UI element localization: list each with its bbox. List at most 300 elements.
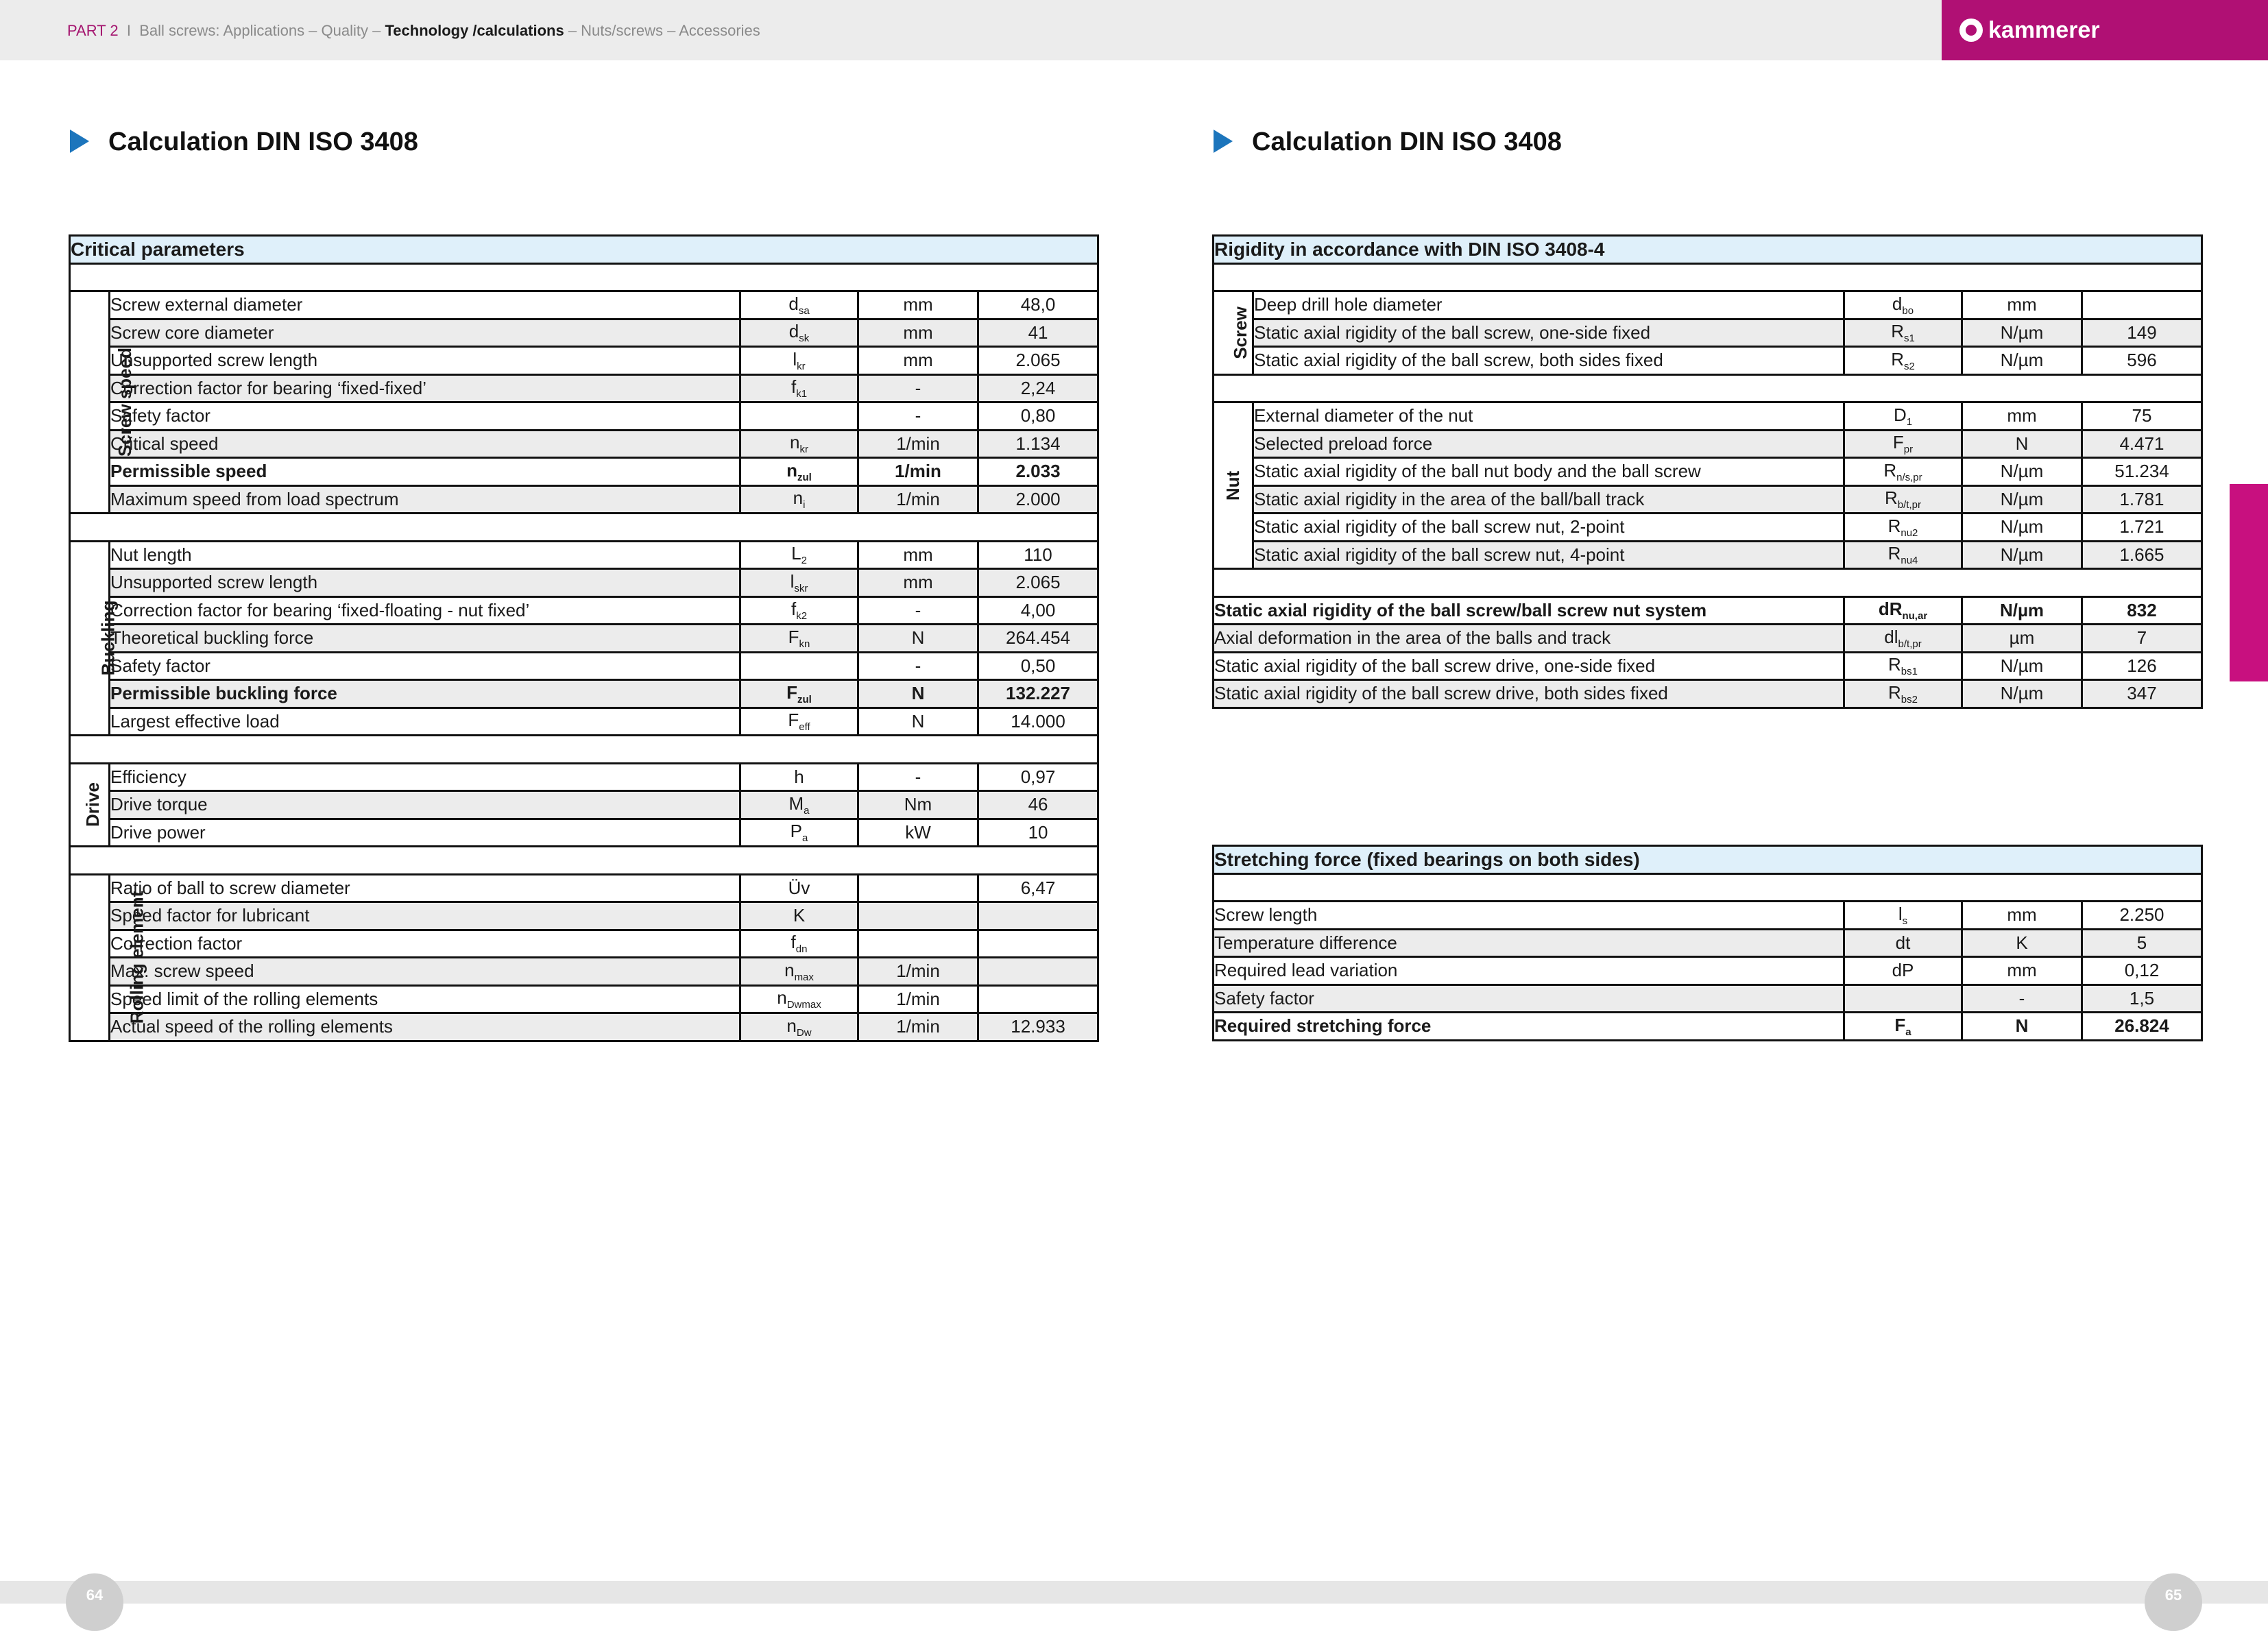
row-value: 7 <box>2082 625 2202 653</box>
row-label: Screw external diameter <box>110 291 740 319</box>
row-symbol <box>740 652 858 680</box>
row-value: 2.250 <box>2082 902 2202 930</box>
table-row <box>70 791 1098 819</box>
row-symbol: $f_{k1}$ <box>740 374 858 402</box>
table-row <box>70 763 1098 791</box>
row-unit: - <box>858 763 978 791</box>
table-row <box>70 819 1098 847</box>
table-row <box>1214 291 2202 319</box>
spacer-row <box>1214 873 2202 902</box>
symbol-subscript: zul <box>797 693 812 705</box>
row-value: 14.000 <box>978 708 1098 736</box>
table-row <box>70 958 1098 986</box>
row-unit: - <box>858 374 978 402</box>
table-row <box>1214 458 2202 486</box>
spacer-cell <box>1214 263 2202 291</box>
row-unit: K <box>1962 929 2082 957</box>
group-label <box>70 874 147 1041</box>
row-value: 0,97 <box>978 763 1098 791</box>
table-row <box>1214 430 2202 458</box>
symbol-subscript: nu4 <box>1901 555 1918 567</box>
symbol-subscript: 2 <box>801 555 807 567</box>
row-symbol: $n_i$ <box>740 485 858 514</box>
row-symbol: $d_{sa}$ <box>740 291 858 319</box>
table-row <box>1214 541 2202 569</box>
table-row <box>70 347 1098 375</box>
row-unit: mm <box>1962 902 2082 930</box>
symbol-subscript: Dw <box>796 1026 812 1039</box>
table-row <box>70 874 1098 902</box>
row-value: 4.471 <box>2082 430 2202 458</box>
table-row <box>70 902 1098 930</box>
brand-logo <box>1942 0 2268 60</box>
row-symbol: $R_{nu4}$ <box>1844 541 1962 569</box>
row-value <box>978 902 1098 930</box>
symbol-subscript: Dwmax <box>786 999 821 1011</box>
row-label: Static axial rigidity of the ball screw/ball screw nut system <box>1214 596 1844 625</box>
symbol-subscript: nu2 <box>1901 527 1918 539</box>
symbol-subscript: nu,ar <box>1902 610 1928 623</box>
row-unit: - <box>1962 984 2082 1013</box>
row-symbol: dt <box>1844 929 1962 957</box>
table-title: Rigidity in accordance with DIN ISO 3408-4 <box>1214 236 2202 264</box>
table-row <box>70 374 1098 402</box>
row-label: External diameter of the nut <box>1253 402 1844 431</box>
spacer-row <box>1214 263 2202 291</box>
row-value: 10 <box>978 819 1098 847</box>
symbol-subscript: n/s,pr <box>1896 471 1922 483</box>
group-label <box>70 763 110 847</box>
row-symbol: $l_s$ <box>1844 902 1962 930</box>
spacer-cell <box>1214 873 2202 902</box>
row-label: Static axial rigidity of the ball screw nut, 4-point <box>1253 541 1844 569</box>
spacer-row <box>1214 569 2202 597</box>
symbol-subscript: b/t,pr <box>1898 638 1922 650</box>
row-label: Static axial rigidity of the ball screw, one-side fixed <box>1253 319 1844 347</box>
row-value: 110 <box>978 541 1098 569</box>
row-unit: 1/min <box>858 430 978 458</box>
row-label: Speed limit of the rolling elements <box>110 985 740 1013</box>
breadcrumb-part: PART 2 <box>67 22 119 39</box>
row-unit: N/µm <box>1962 652 2082 680</box>
row-value: 46 <box>978 791 1098 819</box>
row-value: 26.824 <box>2082 1013 2202 1041</box>
spacer-row <box>70 514 1098 542</box>
table-row <box>1214 347 2202 375</box>
critical-parameters-table <box>69 234 1099 1042</box>
row-symbol: $R_{n/s,pr}$ <box>1844 458 1962 486</box>
row-symbol: $F_a$ <box>1844 1013 1962 1041</box>
table-row <box>70 985 1098 1013</box>
table-row <box>70 596 1098 625</box>
row-value: 132.227 <box>978 680 1098 708</box>
row-unit: N/µm <box>1962 319 2082 347</box>
row-value: 1.134 <box>978 430 1098 458</box>
row-label: Permissible buckling force <box>110 680 740 708</box>
symbol-subscript: 1 <box>1906 415 1913 428</box>
row-unit: N/µm <box>1962 485 2082 514</box>
row-label: Correction factor <box>110 930 740 958</box>
row-unit: mm <box>858 319 978 347</box>
row-value: 2,24 <box>978 374 1098 402</box>
row-label: Required stretching force <box>1214 1013 1844 1041</box>
row-label: Static axial rigidity of the ball screw drive, both sides fixed <box>1214 680 1844 708</box>
row-symbol: $n_{kr}$ <box>740 430 858 458</box>
symbol-subscript: a <box>804 804 810 817</box>
row-label: Unsupported screw length <box>110 569 740 597</box>
group-label <box>70 541 119 736</box>
table-row <box>70 319 1098 347</box>
table-header-row <box>70 236 1098 264</box>
row-symbol: $P_a$ <box>740 819 858 847</box>
row-value: 2.000 <box>978 485 1098 514</box>
spacer-row <box>70 847 1098 875</box>
triangle-arrow-icon <box>70 130 89 153</box>
row-symbol: $R_{nu2}$ <box>1844 514 1962 542</box>
chapter-tab <box>2230 484 2268 681</box>
row-unit: mm <box>858 569 978 597</box>
logo-text: kammerer <box>1988 16 2100 43</box>
spacer-cell <box>70 514 1098 542</box>
group-label <box>70 291 135 514</box>
row-unit <box>858 874 978 902</box>
table-row <box>1214 402 2202 431</box>
row-value: 48,0 <box>978 291 1098 319</box>
row-value: 347 <box>2082 680 2202 708</box>
table-row <box>1214 596 2202 625</box>
group-label <box>1214 291 1253 375</box>
symbol-subscript: b/t,pr <box>1897 499 1921 511</box>
row-label: Static axial rigidity of the ball screw nut, 2-point <box>1253 514 1844 542</box>
row-symbol: Üv <box>740 874 858 902</box>
row-unit: - <box>858 652 978 680</box>
symbol-subscript: skr <box>794 582 808 594</box>
table-row <box>70 402 1098 431</box>
breadcrumb-current: Technology /calculations <box>385 22 564 39</box>
table-row <box>1214 957 2202 985</box>
stretching-force-table <box>1212 845 2203 1041</box>
page-footer <box>0 1581 2268 1604</box>
row-value: 1.665 <box>2082 541 2202 569</box>
row-unit: mm <box>858 347 978 375</box>
row-unit: - <box>858 402 978 431</box>
group-label-text: Screw <box>1229 306 1251 359</box>
row-label: Speed factor for lubricant <box>110 902 740 930</box>
row-label: Static axial rigidity of the ball screw drive, one-side fixed <box>1214 652 1844 680</box>
table-row <box>70 1013 1098 1041</box>
symbol-subscript: a <box>1905 1026 1911 1038</box>
row-unit: N <box>858 680 978 708</box>
symbol-subscript: kr <box>797 360 806 372</box>
row-label: Safety factor <box>110 652 740 680</box>
symbol-subscript: bs2 <box>1901 693 1918 705</box>
row-label: Static axial rigidity of the ball nut body and the ball screw <box>1253 458 1844 486</box>
table-row <box>70 541 1098 569</box>
row-value: 2.065 <box>978 347 1098 375</box>
symbol-subscript: s1 <box>1903 333 1915 345</box>
symbol-subscript: s2 <box>1903 360 1915 372</box>
symbol-subscript: i <box>803 499 806 511</box>
row-label: Screw length <box>1214 902 1844 930</box>
row-value: 0,12 <box>2082 957 2202 985</box>
row-label: Unsupported screw length <box>110 347 740 375</box>
table-row <box>1214 984 2202 1013</box>
symbol-subscript: bs1 <box>1901 666 1918 678</box>
row-unit: N <box>858 625 978 653</box>
row-unit: N/µm <box>1962 596 2082 625</box>
table-title: Critical parameters <box>70 236 1098 264</box>
spacer-cell <box>70 847 1098 875</box>
row-label: Correction factor for bearing ‘fixed-fixed’ <box>110 374 740 402</box>
row-label: Selected preload force <box>1253 430 1844 458</box>
table-row <box>70 569 1098 597</box>
row-label: Ratio of ball to screw diameter <box>110 874 740 902</box>
row-value: 149 <box>2082 319 2202 347</box>
row-label: Safety factor <box>1214 984 1844 1013</box>
row-unit: N/µm <box>1962 541 2082 569</box>
symbol-subscript: s <box>1902 915 1908 927</box>
row-symbol: $F_{eff}$ <box>740 708 858 736</box>
spacer-cell <box>1214 374 2202 402</box>
row-unit <box>858 930 978 958</box>
row-label: Largest effective load <box>110 708 740 736</box>
row-value: 1,5 <box>2082 984 2202 1013</box>
table-row <box>70 652 1098 680</box>
left-page-title <box>70 128 418 157</box>
page-number-right: 65 <box>2145 1573 2202 1631</box>
row-label: Temperature difference <box>1214 929 1844 957</box>
row-symbol: $R_{bs1}$ <box>1844 652 1962 680</box>
row-label: Screw core diameter <box>110 319 740 347</box>
row-label: Drive torque <box>110 791 740 819</box>
row-unit: mm <box>858 541 978 569</box>
row-value: 75 <box>2082 402 2202 431</box>
symbol-subscript: sa <box>798 304 810 317</box>
row-symbol: $R_{s1}$ <box>1844 319 1962 347</box>
table-row <box>1214 485 2202 514</box>
row-symbol: $l_{kr}$ <box>740 347 858 375</box>
row-label: Safety factor <box>110 402 740 431</box>
spacer-cell <box>70 263 1098 291</box>
spacer-cell <box>1214 569 2202 597</box>
row-symbol: K <box>740 902 858 930</box>
row-value: 41 <box>978 319 1098 347</box>
row-label: Permissible speed <box>110 458 740 486</box>
table-row <box>70 680 1098 708</box>
symbol-subscript: zul <box>797 471 812 483</box>
row-value <box>978 958 1098 986</box>
row-symbol: $n_{Dwmax}$ <box>740 985 858 1013</box>
row-symbol <box>1844 984 1962 1013</box>
table-row <box>1214 319 2202 347</box>
breadcrumb-before: Ball screws: Applications – Quality – <box>139 22 381 39</box>
table-row <box>70 291 1098 319</box>
row-label: Actual speed of the rolling elements <box>110 1013 740 1041</box>
symbol-subscript: kr <box>799 444 808 456</box>
row-symbol: $d_{bo}$ <box>1844 291 1962 319</box>
row-unit: N/µm <box>1962 680 2082 708</box>
table-row <box>1214 514 2202 542</box>
row-value: 264.454 <box>978 625 1098 653</box>
row-unit: - <box>858 596 978 625</box>
page-number-left: 64 <box>66 1573 123 1631</box>
symbol-subscript: max <box>794 971 814 983</box>
row-value <box>978 930 1098 958</box>
symbol-subscript: pr <box>1903 444 1914 456</box>
table-row <box>1214 625 2202 653</box>
group-label-text: Rolling element <box>126 891 147 1024</box>
row-unit: kW <box>858 819 978 847</box>
row-value: 5 <box>2082 929 2202 957</box>
table-row <box>70 930 1098 958</box>
table-row <box>70 485 1098 514</box>
row-unit: mm <box>858 291 978 319</box>
spacer-row <box>1214 374 2202 402</box>
right-title-text: Calculation DIN ISO 3408 <box>1252 128 1562 156</box>
row-unit: N <box>858 708 978 736</box>
row-symbol: $F_{zul}$ <box>740 680 858 708</box>
row-value: 1.781 <box>2082 485 2202 514</box>
row-symbol: $R_{b/t,pr}$ <box>1844 485 1962 514</box>
row-unit <box>858 902 978 930</box>
breadcrumb <box>67 22 760 40</box>
row-unit: N <box>1962 430 2082 458</box>
logo-icon <box>1959 19 1983 42</box>
row-label: Static axial rigidity of the ball screw, both sides fixed <box>1253 347 1844 375</box>
breadcrumb-after: – Nuts/screws – Accessories <box>568 22 760 39</box>
symbol-subscript: k1 <box>796 388 808 400</box>
spacer-row <box>70 263 1098 291</box>
row-symbol: $F_{pr}$ <box>1844 430 1962 458</box>
symbol-subscript: k2 <box>796 610 808 623</box>
row-symbol: $dl_{b/t,pr}$ <box>1844 625 1962 653</box>
spacer-row <box>70 736 1098 764</box>
row-unit: 1/min <box>858 958 978 986</box>
table-row <box>1214 652 2202 680</box>
row-symbol: h <box>740 763 858 791</box>
row-symbol: $n_{max}$ <box>740 958 858 986</box>
row-symbol: $n_{zul}$ <box>740 458 858 486</box>
row-symbol: $l_{skr}$ <box>740 569 858 597</box>
triangle-arrow-icon <box>1214 130 1233 153</box>
right-page-title <box>1214 128 1562 157</box>
rigidity-table <box>1212 234 2203 709</box>
symbol-subscript: sk <box>799 333 810 345</box>
row-label: Max. screw speed <box>110 958 740 986</box>
row-value: 2.033 <box>978 458 1098 486</box>
row-unit: mm <box>1962 291 2082 319</box>
row-label: Maximum speed from load spectrum <box>110 485 740 514</box>
row-unit: mm <box>1962 957 2082 985</box>
row-label: Efficiency <box>110 763 740 791</box>
row-label: Nut length <box>110 541 740 569</box>
row-value: 6,47 <box>978 874 1098 902</box>
row-value: 12.933 <box>978 1013 1098 1041</box>
row-value <box>2082 291 2202 319</box>
row-symbol: $n_{Dw}$ <box>740 1013 858 1041</box>
row-unit: 1/min <box>858 485 978 514</box>
table-row <box>70 625 1098 653</box>
row-symbol: $F_{kn}$ <box>740 625 858 653</box>
row-symbol <box>740 402 858 431</box>
table-row <box>1214 1013 2202 1041</box>
row-value: 832 <box>2082 596 2202 625</box>
page-header <box>0 0 2268 60</box>
group-label <box>1214 402 1253 569</box>
left-title-text: Calculation DIN ISO 3408 <box>108 128 418 156</box>
row-unit: N/µm <box>1962 347 2082 375</box>
table-row <box>70 708 1098 736</box>
table-header-row <box>1214 846 2202 874</box>
row-unit: 1/min <box>858 1013 978 1041</box>
table-row <box>1214 902 2202 930</box>
row-label: Drive power <box>110 819 740 847</box>
breadcrumb-separator: I <box>126 22 131 39</box>
row-value: 2.065 <box>978 569 1098 597</box>
row-unit: N/µm <box>1962 458 2082 486</box>
row-unit: 1/min <box>858 985 978 1013</box>
row-label: Static axial rigidity in the area of the ball/ball track <box>1253 485 1844 514</box>
row-value: 1.721 <box>2082 514 2202 542</box>
group-label-text: Screw speed <box>114 348 135 457</box>
row-label: Theoretical buckling force <box>110 625 740 653</box>
row-symbol: $D_1$ <box>1844 402 1962 431</box>
row-unit: µm <box>1962 625 2082 653</box>
row-value: 0,50 <box>978 652 1098 680</box>
row-symbol: $L_2$ <box>740 541 858 569</box>
group-label-text: Drive <box>82 782 104 827</box>
row-symbol: dP <box>1844 957 1962 985</box>
row-unit: Nm <box>858 791 978 819</box>
group-label-text: Nut <box>1222 470 1243 500</box>
row-label: Deep drill hole diameter <box>1253 291 1844 319</box>
row-label: Correction factor for bearing ‘fixed-floating - nut fixed’ <box>110 596 740 625</box>
row-label: Required lead variation <box>1214 957 1844 985</box>
row-unit: mm <box>1962 402 2082 431</box>
row-value: 126 <box>2082 652 2202 680</box>
row-label: Axial deformation in the area of the balls and track <box>1214 625 1844 653</box>
table-row <box>70 430 1098 458</box>
row-symbol: $R_{bs2}$ <box>1844 680 1962 708</box>
symbol-subscript: kn <box>799 638 810 650</box>
table-header-row <box>1214 236 2202 264</box>
row-label: Critical speed <box>110 430 740 458</box>
symbol-subscript: eff <box>799 721 810 734</box>
spacer-cell <box>70 736 1098 764</box>
symbol-subscript: dn <box>795 943 808 956</box>
group-label-text: Buckling <box>97 600 119 676</box>
row-value <box>978 985 1098 1013</box>
row-value: 51.234 <box>2082 458 2202 486</box>
row-symbol: $M_a$ <box>740 791 858 819</box>
table-row <box>1214 929 2202 957</box>
row-symbol: $f_{k2}$ <box>740 596 858 625</box>
row-symbol: $dR_{nu,ar}$ <box>1844 596 1962 625</box>
row-value: 4,00 <box>978 596 1098 625</box>
table-row <box>1214 680 2202 708</box>
row-unit: 1/min <box>858 458 978 486</box>
row-symbol: $d_{sk}$ <box>740 319 858 347</box>
row-value: 596 <box>2082 347 2202 375</box>
table-title: Stretching force (fixed bearings on both sides) <box>1214 846 2202 874</box>
row-unit: N <box>1962 1013 2082 1041</box>
table-row <box>70 458 1098 486</box>
row-symbol: $R_{s2}$ <box>1844 347 1962 375</box>
symbol-subscript: a <box>802 832 808 845</box>
row-value: 0,80 <box>978 402 1098 431</box>
row-unit: N/µm <box>1962 514 2082 542</box>
symbol-subscript: bo <box>1902 304 1914 317</box>
